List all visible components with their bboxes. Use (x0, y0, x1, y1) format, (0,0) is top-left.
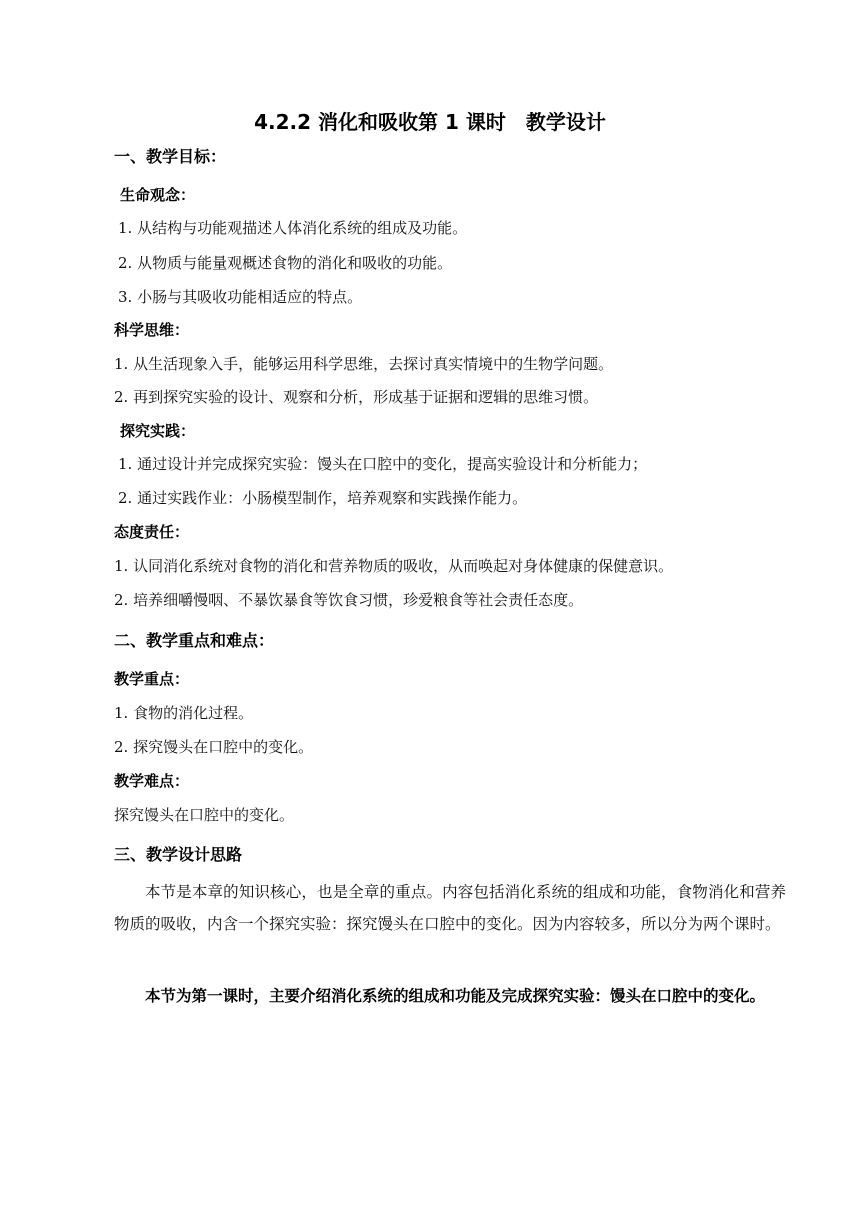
document-title: 4.2.2 消化和吸收第 1 课时 教学设计 (254, 110, 606, 134)
subheading-inquiry-practice: 探究实践： (120, 422, 196, 440)
list-item: 1. 从生活现象入手，能够运用科学思维，去探讨真实情境中的生物学问题。 (114, 355, 614, 373)
section-heading-design-approach: 三、教学设计思路 (114, 845, 243, 864)
list-item: 1. 食物的消化过程。 (114, 704, 254, 722)
list-item: 3. 小肠与其吸收功能相适应的特点。 (118, 288, 363, 306)
list-item: 1. 认同消化系统对食物的消化和营养物质的吸收，从而唤起对身体健康的保健意识。 (114, 557, 674, 575)
design-paragraph-2: 本节为第一课时，主要介绍消化系统的组成和功能及完成探究实验：馒头在口腔中的变化。 (145, 987, 766, 1005)
list-item: 2. 培养细嚼慢咽、不暴饮暴食等饮食习惯，珍爱粮食等社会责任态度。 (114, 591, 584, 609)
subheading-key-points: 教学重点： (114, 670, 190, 688)
list-item: 2. 从物质与能量观概述食物的消化和吸收的功能。 (118, 254, 453, 272)
list-item: 2. 通过实践作业：小肠模型制作，培养观察和实践操作能力。 (118, 489, 528, 507)
design-paragraph-1: 本节是本章的知识核心，也是全章的重点。内容包括消化系统的组成和功能，食物消化和营养物质的吸收，内含一个探究实验：探究馒头在口腔中的变化。因为内容较多，所以分为两个课时。 (114, 883, 786, 933)
subheading-difficulties: 教学难点： (114, 772, 190, 790)
list-item: 1. 通过设计并完成探究实验：馒头在口腔中的变化，提高实验设计和分析能力； (118, 455, 648, 473)
list-item: 2. 探究馒头在口腔中的变化。 (114, 738, 314, 756)
subheading-attitude: 态度责任： (114, 523, 190, 541)
list-item: 2. 再到探究实验的设计、观察和分析，形成基于证据和逻辑的思维习惯。 (114, 388, 599, 406)
difficulty-text: 探究馒头在口腔中的变化。 (114, 806, 295, 824)
list-item: 1. 从结构与功能观描述人体消化系统的组成及功能。 (118, 219, 468, 237)
section-heading-key-points: 二、教学重点和难点： (114, 631, 275, 650)
subheading-life-concept: 生命观念： (120, 186, 196, 204)
section-heading-objectives: 一、教学目标： (114, 147, 227, 166)
subheading-scientific-thinking: 科学思维： (114, 321, 190, 339)
